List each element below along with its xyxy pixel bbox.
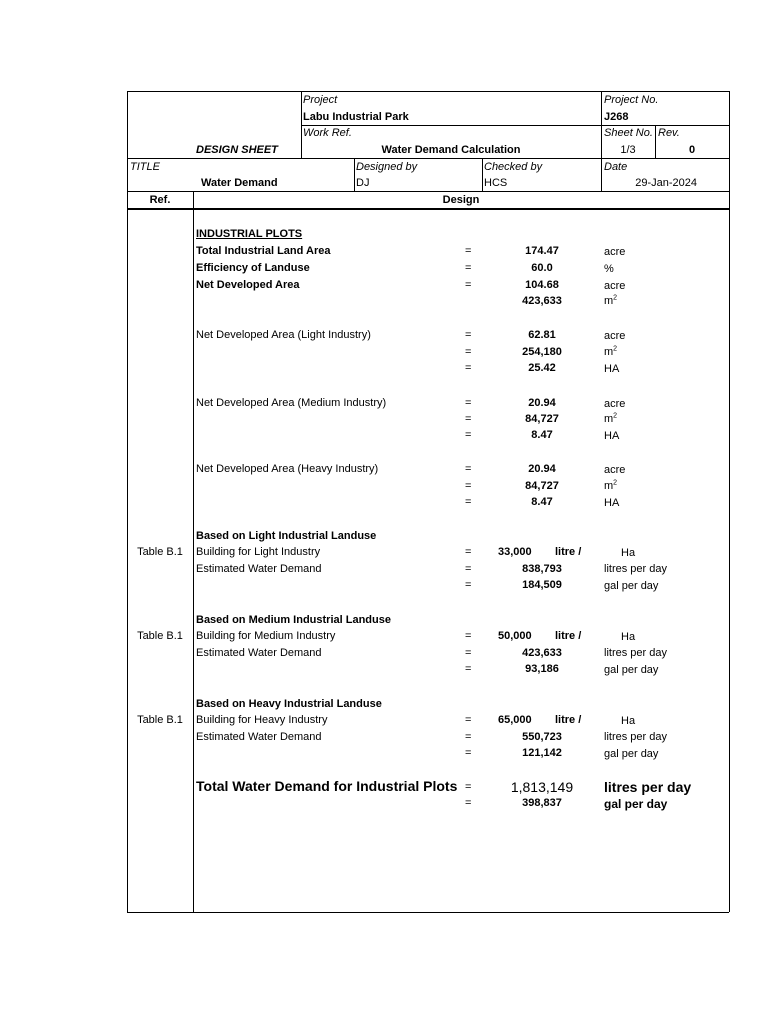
ref-column-header: Ref. <box>149 194 171 206</box>
date-label: Date <box>604 161 628 173</box>
equals-sign: = <box>465 346 472 358</box>
sheet-no-value: 1/3 <box>620 144 636 156</box>
project-no-label: Project No. <box>604 94 659 106</box>
header-vline-rev <box>655 125 656 158</box>
header-vline-designed <box>354 158 355 191</box>
heavy-building-label: Building for Heavy Industry <box>196 714 328 726</box>
equals-sign: = <box>465 397 472 409</box>
efficiency-value: 60.0 <box>531 262 553 274</box>
medium-building-label: Building for Medium Industry <box>196 630 336 642</box>
checked-by-label: Checked by <box>484 161 543 173</box>
unit-acre: acre <box>604 330 626 342</box>
medium-rate: 50,000 <box>498 630 532 642</box>
header-vline-checked <box>482 158 483 191</box>
unit-ha-small: Ha <box>621 631 636 643</box>
project-value: Labu Industrial Park <box>303 111 409 123</box>
equals-sign: = <box>465 496 472 508</box>
total-unit-lpd: litres per day <box>604 779 692 795</box>
total-demand-label: Total Water Demand for Industrial Plots <box>196 778 458 794</box>
light-building-label: Building for Light Industry <box>196 546 321 558</box>
title-label: TITLE <box>130 161 160 173</box>
total-demand-lpd: 1,813,149 <box>510 779 574 795</box>
heavy-demand-heading: Based on Heavy Industrial Landuse <box>196 698 382 710</box>
medium-demand-heading: Based on Medium Industrial Landuse <box>196 614 391 626</box>
light-area-label: Net Developed Area (Light Industry) <box>196 329 371 341</box>
unit-ha-small: Ha <box>621 715 636 727</box>
equals-sign: = <box>465 797 472 809</box>
unit-acre: acre <box>604 464 626 476</box>
unit-lpd: litres per day <box>604 731 667 743</box>
light-area-m2: 254,180 <box>522 346 562 358</box>
light-demand-label: Estimated Water Demand <box>196 563 322 575</box>
frame-bottom <box>127 912 729 913</box>
unit-litre-per: litre / <box>555 714 582 726</box>
total-demand-gpd: 398,837 <box>522 797 562 809</box>
unit-ha: HA <box>604 497 620 509</box>
frame-left <box>127 91 128 912</box>
equals-sign: = <box>465 429 472 441</box>
ref-column-divider <box>193 191 194 912</box>
unit-gpd: gal per day <box>604 664 659 676</box>
heavy-area-label: Net Developed Area (Heavy Industry) <box>196 463 379 475</box>
net-area-label: Net Developed Area <box>196 279 300 291</box>
medium-area-m2: 84,727 <box>525 413 559 425</box>
unit-lpd: litres per day <box>604 563 667 575</box>
header-line-4 <box>127 208 729 210</box>
equals-sign: = <box>465 747 472 759</box>
light-demand-gpd: 184,509 <box>522 579 562 591</box>
medium-area-acre: 20.94 <box>528 397 556 409</box>
work-ref-value: Water Demand Calculation <box>381 144 521 156</box>
equals-sign: = <box>465 480 472 492</box>
total-unit-gpd: gal per day <box>604 797 668 811</box>
frame-top <box>127 91 729 92</box>
light-area-acre: 62.81 <box>528 329 556 341</box>
medium-ref: Table B.1 <box>137 630 183 642</box>
design-column-header: Design <box>442 194 480 206</box>
unit-gpd: gal per day <box>604 580 659 592</box>
light-ref: Table B.1 <box>137 546 183 558</box>
equals-sign: = <box>465 546 472 558</box>
heavy-demand-lpd: 550,723 <box>522 731 562 743</box>
project-label: Project <box>303 94 338 106</box>
medium-area-ha: 8.47 <box>531 429 553 441</box>
medium-area-label: Net Developed Area (Medium Industry) <box>196 397 387 409</box>
unit-ha: HA <box>604 430 620 442</box>
unit-litre-per: litre / <box>555 630 582 642</box>
equals-sign: = <box>465 563 472 575</box>
equals-sign: = <box>465 579 472 591</box>
checked-by-value: HCS <box>484 177 508 189</box>
unit-m2: $m^2$ <box>604 345 618 358</box>
rev-value: 0 <box>689 144 696 156</box>
net-area-acre: 104.68 <box>525 279 559 291</box>
equals-sign: = <box>465 714 472 726</box>
equals-sign: = <box>465 463 472 475</box>
header-line-3 <box>127 191 729 192</box>
heavy-demand-gpd: 121,142 <box>522 747 562 759</box>
equals-sign: = <box>465 413 472 425</box>
header-line-1 <box>301 125 729 126</box>
light-demand-heading: Based on Light Industrial Landuse <box>196 530 377 542</box>
equals-sign: = <box>465 279 472 291</box>
unit-m2: $m^2$ <box>604 479 618 492</box>
header-vline-projno <box>601 91 602 191</box>
net-area-m2: 423,633 <box>522 295 562 307</box>
medium-demand-lpd: 423,633 <box>522 647 562 659</box>
unit-m2: $m^2$ <box>604 294 618 307</box>
total-land-value: 174.47 <box>525 245 559 257</box>
light-demand-lpd: 838,793 <box>522 563 562 575</box>
designed-by-value: DJ <box>356 177 370 189</box>
equals-sign: = <box>465 781 472 793</box>
heavy-demand-label: Estimated Water Demand <box>196 731 322 743</box>
unit-ha: HA <box>604 363 620 375</box>
heavy-area-ha: 8.47 <box>531 496 553 508</box>
sheet-no-label: Sheet No. <box>604 127 653 139</box>
heavy-rate: 65,000 <box>498 714 532 726</box>
unit-lpd: litres per day <box>604 647 667 659</box>
design-sheet-label: DESIGN SHEET <box>196 144 278 156</box>
equals-sign: = <box>465 630 472 642</box>
medium-demand-gpd: 93,186 <box>525 663 559 675</box>
light-rate: 33,000 <box>498 546 532 558</box>
equals-sign: = <box>465 329 472 341</box>
heavy-ref: Table B.1 <box>137 714 183 726</box>
equals-sign: = <box>465 731 472 743</box>
unit-gpd: gal per day <box>604 748 659 760</box>
project-no-value: J268 <box>604 111 629 123</box>
designed-by-label: Designed by <box>356 161 418 173</box>
heavy-area-m2: 84,727 <box>525 480 559 492</box>
date-value: 29-Jan-2024 <box>635 177 697 189</box>
medium-demand-label: Estimated Water Demand <box>196 647 322 659</box>
unit-ha-small: Ha <box>621 547 636 559</box>
efficiency-label: Efficiency of Landuse <box>196 262 310 274</box>
unit-m2: $m^2$ <box>604 412 618 425</box>
header-line-2 <box>127 158 729 159</box>
equals-sign: = <box>465 262 472 274</box>
unit-acre: acre <box>604 246 626 258</box>
light-area-ha: 25.42 <box>528 362 556 374</box>
section-title: INDUSTRIAL PLOTS <box>196 228 303 240</box>
equals-sign: = <box>465 245 472 257</box>
work-ref-label: Work Ref. <box>303 127 352 139</box>
title-value: Water Demand <box>201 177 278 189</box>
unit-acre: acre <box>604 280 626 292</box>
total-land-label: Total Industrial Land Area <box>196 245 331 257</box>
equals-sign: = <box>465 362 472 374</box>
equals-sign: = <box>465 663 472 675</box>
frame-right <box>729 91 730 912</box>
unit-litre-per: litre / <box>555 546 582 558</box>
unit-percent: % <box>604 263 614 275</box>
heavy-area-acre: 20.94 <box>528 463 556 475</box>
unit-acre: acre <box>604 398 626 410</box>
equals-sign: = <box>465 647 472 659</box>
rev-label: Rev. <box>658 127 680 139</box>
